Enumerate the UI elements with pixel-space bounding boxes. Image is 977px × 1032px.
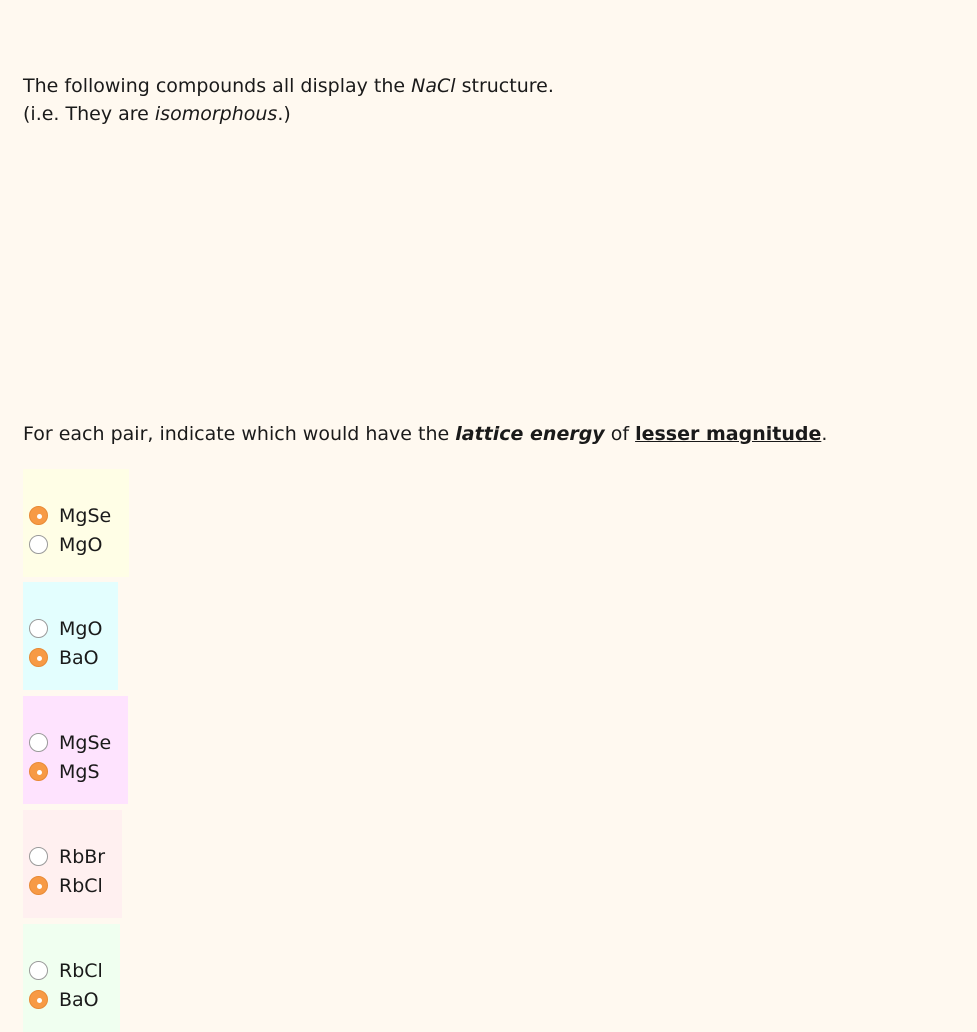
intro-line-2	[23, 100, 554, 128]
intro-line-2-start: (i.e. They are	[23, 103, 155, 125]
option-label: MgSe	[59, 504, 112, 527]
pair-group-1	[23, 469, 129, 577]
option-mgs[interactable]	[29, 757, 128, 786]
intro-text	[23, 72, 554, 128]
option-label: RbCl	[59, 874, 103, 897]
intro-line-2-end: .)	[277, 103, 291, 125]
question-start: For each pair, indicate which would have the	[23, 423, 456, 445]
question-end: .	[821, 423, 828, 445]
isomorphous-term: isomorphous	[154, 103, 278, 125]
option-label: RbCl	[59, 959, 103, 982]
radio-button[interactable]	[29, 762, 48, 781]
pair-group-3	[23, 696, 128, 804]
option-label: BaO	[59, 988, 99, 1011]
lattice-energy-term: lattice energy	[455, 423, 605, 445]
intro-line-1-start: The following compounds all display the	[23, 75, 412, 97]
option-mgse[interactable]	[29, 501, 129, 530]
radio-button[interactable]	[29, 619, 48, 638]
option-mgse[interactable]	[29, 728, 128, 757]
radio-button[interactable]	[29, 506, 48, 525]
option-label: BaO	[59, 646, 99, 669]
pair-group-5	[23, 924, 120, 1032]
option-mgo[interactable]	[29, 530, 129, 559]
option-label: MgO	[59, 617, 103, 640]
question-mid: of	[604, 423, 636, 445]
option-rbcl[interactable]	[29, 871, 122, 900]
intro-line-1	[23, 72, 554, 100]
intro-line-1-end: structure.	[455, 75, 554, 97]
nacl-term: NaCl	[411, 75, 456, 97]
option-bao[interactable]	[29, 643, 118, 672]
lesser-magnitude-term: lesser magnitude	[635, 423, 822, 445]
radio-button[interactable]	[29, 733, 48, 752]
option-label: MgO	[59, 533, 103, 556]
option-rbbr[interactable]	[29, 842, 122, 871]
radio-button[interactable]	[29, 961, 48, 980]
option-bao[interactable]	[29, 985, 120, 1014]
option-label: RbBr	[59, 845, 106, 868]
option-label: MgS	[59, 760, 100, 783]
pair-group-4	[23, 810, 122, 918]
pair-group-2	[23, 582, 118, 690]
option-mgo[interactable]	[29, 614, 118, 643]
radio-button[interactable]	[29, 648, 48, 667]
radio-button[interactable]	[29, 847, 48, 866]
radio-button[interactable]	[29, 990, 48, 1009]
radio-button[interactable]	[29, 535, 48, 554]
option-rbcl[interactable]	[29, 956, 120, 985]
question-prompt	[23, 421, 827, 447]
option-label: MgSe	[59, 731, 112, 754]
radio-button[interactable]	[29, 876, 48, 895]
